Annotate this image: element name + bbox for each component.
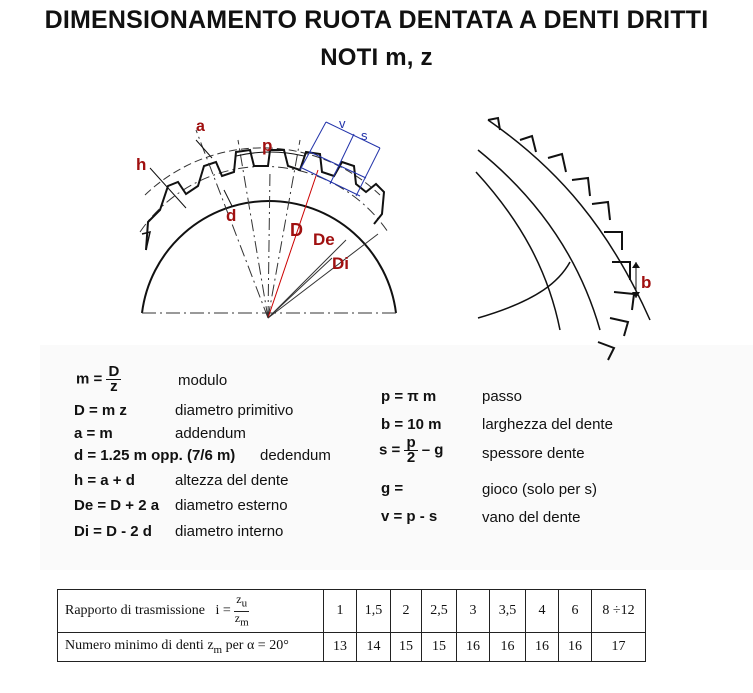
label-s: s xyxy=(361,128,368,143)
table-row xyxy=(58,590,646,633)
teeth-cell: 15 xyxy=(391,633,422,662)
formula-modulo: m = $\frac{D}{z}$ xyxy=(76,363,120,395)
formula-p: p = π m xyxy=(381,388,437,405)
formula-g: g = xyxy=(381,480,404,497)
label-v: v xyxy=(339,116,346,131)
desc-p: passo xyxy=(482,388,523,405)
desc-D: diametro primitivo xyxy=(175,402,294,419)
teeth-cell: 16 xyxy=(457,633,490,662)
desc-v: vano del dente xyxy=(482,509,581,526)
ratio-cell: 2 xyxy=(391,590,422,633)
pitch-circle xyxy=(140,166,388,232)
label-Di: Di xyxy=(332,254,349,273)
ratio-cell: 2,5 xyxy=(422,590,457,633)
formula-D: D = m z xyxy=(74,402,127,419)
teeth-cell: 16 xyxy=(490,633,526,662)
formula-b: b = 10 m xyxy=(381,416,442,433)
gear-ratio-table xyxy=(57,589,646,662)
formula-h: h = a + d xyxy=(74,472,135,489)
formula-d: d = 1.25 m opp. (7/6 m) xyxy=(74,447,236,464)
desc-Di: diametro interno xyxy=(175,523,284,540)
ratio-cell: 4 xyxy=(526,590,559,633)
label-a: a xyxy=(196,118,205,135)
ratio-cell: 8 ÷12 xyxy=(592,590,646,633)
label-h: h xyxy=(136,155,147,174)
teeth-cell: 16 xyxy=(559,633,592,662)
formula-s: s = $\frac{p}{2}$ – g xyxy=(379,434,444,466)
ratio-cell: 6 xyxy=(559,590,592,633)
label-De: De xyxy=(313,230,335,249)
label-D: D xyxy=(290,220,303,240)
desc-a: addendum xyxy=(175,425,246,442)
desc-b: larghezza del dente xyxy=(482,416,613,433)
teeth-row-label: Numero minimo di denti $z_m$ per α = 20° xyxy=(58,633,324,662)
label-p: p xyxy=(262,136,273,155)
desc-h: altezza del dente xyxy=(175,472,289,489)
ratio-cell: 1 xyxy=(324,590,357,633)
desc-d: dedendum xyxy=(260,447,331,464)
label-d: d xyxy=(226,206,237,225)
desc-De: diametro esterno xyxy=(175,497,288,514)
teeth-cell: 15 xyxy=(422,633,457,662)
teeth-cell: 13 xyxy=(324,633,357,662)
label-b: b xyxy=(641,273,652,292)
desc-g: gioco (solo per s) xyxy=(482,481,598,498)
formula-Di: Di = D - 2 d xyxy=(74,523,152,540)
ratio-cell: 1,5 xyxy=(357,590,391,633)
ratio-cell: 3 xyxy=(457,590,490,633)
page-title: DIMENSIONAMENTO RUOTA DENTATA A DENTI DRITTI xyxy=(44,6,709,34)
formula-v: v = p - s xyxy=(381,508,438,525)
teeth-cell: 14 xyxy=(357,633,391,662)
formula-De: De = D + 2 a xyxy=(74,497,160,514)
formula-a: a = m xyxy=(74,425,113,442)
ratio-row-label: Rapporto di trasmissione i = $\frac{z_u}{z_m}$ xyxy=(58,590,324,633)
table-row xyxy=(58,633,646,662)
desc-modulo: modulo xyxy=(178,372,228,389)
teeth-cell: 16 xyxy=(526,633,559,662)
page-subtitle: NOTI m, z xyxy=(320,44,433,71)
teeth-cell: 17 xyxy=(592,633,646,662)
ratio-cell: 3,5 xyxy=(490,590,526,633)
desc-s: spessore dente xyxy=(482,445,585,462)
